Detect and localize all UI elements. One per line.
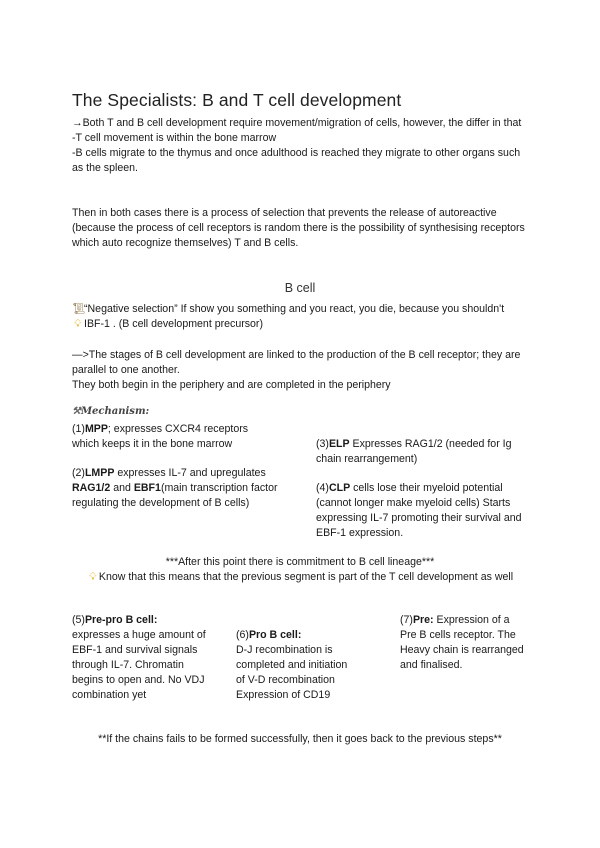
step-1-text-2: which keeps it in the bone marrow — [72, 438, 233, 450]
intro-line-1: →Both T and B cell development require movement/migration of cells, however, the differ in that — [72, 117, 522, 129]
selection-text: Then in both cases there is a process of selection that prevents the release of autoreactive (because the process of cell receptors is random there is the possibility of synthesising receptors which auto recognize themselves) T and B cells. — [72, 207, 525, 249]
step-5-text: expresses a huge amount of EBF-1 and survival signals through IL-7. Chromatin begins to open and. No VDJ combination yet — [72, 629, 206, 701]
step-3-elp — [316, 437, 528, 467]
step-2-text-2: (main transcription factor regulating the development of B cells) — [72, 482, 278, 509]
step-2-ebf1: EBF1 — [133, 482, 161, 494]
step-6-name: Pro B cell: — [248, 629, 302, 641]
step-7-text: Expression of a Pre B cells receptor. The Heavy chain is rearranged and finalised. — [400, 614, 524, 671]
page-title: The Specialists: B and T cell development — [72, 90, 402, 110]
stages-line-1: —>The stages of B cell development are linked to the production of the B cell receptor; they are parallel to one another. — [72, 349, 521, 376]
step-2-name: LMPP — [84, 467, 115, 479]
step-2-number: (2) — [72, 467, 85, 479]
stages-line-2: They both begin in the periphery and are completed in the periphery — [72, 379, 391, 391]
step-6-text: D-J recombination is completed and initiation of V-D recombination Expression of CD19 — [236, 644, 348, 701]
step-7-name: Pre: — [412, 614, 434, 626]
step-3-name: ELP — [328, 438, 350, 450]
step-5-name: Pre-pro B cell: — [84, 614, 158, 626]
lightbulb-icon: 💡︎ — [74, 318, 82, 330]
step-4-text: cells lose their myeloid potential (cannot longer make myeloid cells) Starts expressing IL-7 promoting their survival and EBF-1 expression. — [316, 482, 522, 539]
footer-note — [0, 732, 600, 747]
step-7-pre — [400, 613, 528, 673]
intro-block — [72, 116, 528, 176]
step-2-rag: RAG1/2 — [72, 482, 111, 494]
selection-paragraph — [72, 206, 528, 251]
negative-selection-text: “Negative selection” If show you something and you react, you die, because you shouldn't — [84, 303, 505, 315]
commitment-note — [0, 555, 600, 585]
footer-note-text: **If the chains fails to be formed successfully, then it goes back to the previous steps** — [98, 733, 502, 745]
step-3-text: Expresses RAG1/2 (needed for Ig chain rearrangement) — [316, 438, 512, 465]
step-1-mpp — [72, 422, 292, 452]
step-2-lmpp — [72, 466, 282, 511]
commitment-text: ***After this point there is commitment to B cell lineage*** — [165, 556, 435, 568]
scroll-icon: 📜︎ — [72, 303, 86, 315]
step-1-text: ; expresses CXCR4 receptors — [107, 423, 249, 435]
step-4-name: CLP — [328, 482, 351, 494]
lightbulb-icon: 💡︎ — [89, 571, 97, 583]
step-1-name: MPP — [84, 423, 108, 435]
stages-block — [72, 348, 528, 393]
mechanism-label: Mechanism: — [80, 406, 150, 417]
step-6-pro-b-cell — [236, 628, 356, 703]
mechanism-heading — [72, 406, 149, 417]
step-2-and: and — [110, 482, 134, 494]
intro-line-3: -B cells migrate to the thymus and once adulthood is reached they migrate to other organs such as the spleen. — [72, 147, 521, 174]
step-6-number: (6) — [236, 629, 249, 641]
section-title-b-cell: B cell — [284, 281, 316, 295]
intro-line-2: -T cell movement is within the bone marrow — [72, 132, 277, 144]
negative-selection-block — [72, 302, 528, 332]
step-2-text: expresses IL-7 and upregulates — [114, 467, 266, 479]
step-3-number: (3) — [316, 438, 329, 450]
step-5-pre-pro-b-cell — [72, 613, 212, 703]
step-4-clp — [316, 481, 528, 541]
tools-icon: ⚒ — [72, 406, 81, 417]
step-5-number: (5) — [72, 614, 85, 626]
know-that-text: Know that this means that the previous segment is part of the T cell development as well — [98, 571, 514, 583]
step-1-number: (1) — [72, 423, 85, 435]
ibf-text: IBF-1 . (B cell development precursor) — [84, 318, 263, 330]
step-7-number: (7) — [400, 614, 413, 626]
step-4-number: (4) — [316, 482, 329, 494]
